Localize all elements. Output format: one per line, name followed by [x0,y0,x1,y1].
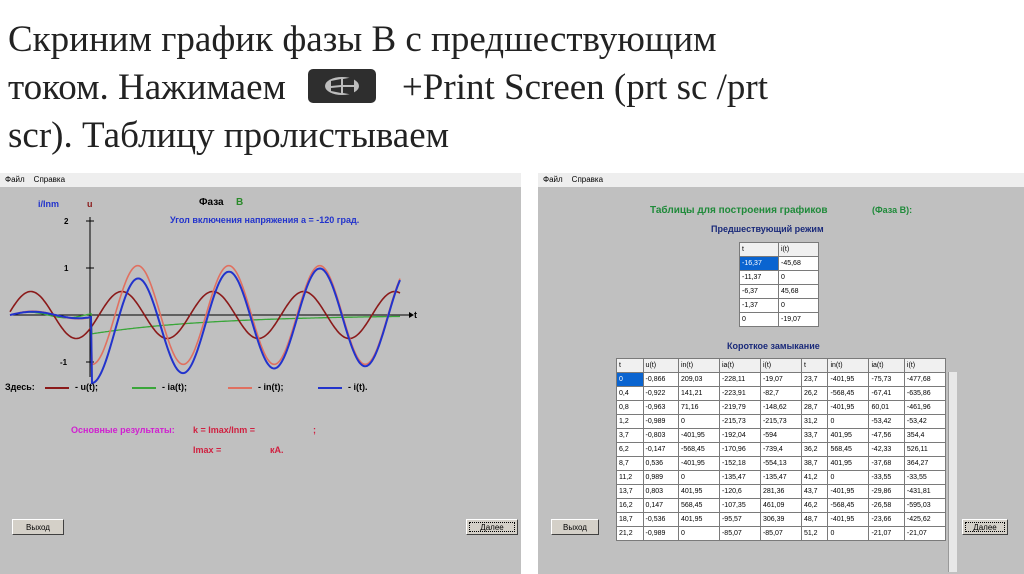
table-cell[interactable]: -0,989 [643,415,678,429]
table-cell[interactable]: 43,7 [801,485,828,499]
table-cell[interactable]: 11,2 [617,471,644,485]
table-cell[interactable]: -0,536 [643,513,678,527]
table-cell[interactable]: -16,37 [740,257,779,271]
table-cell[interactable]: 0 [828,527,869,541]
table-cell[interactable]: -219,79 [719,401,760,415]
table-cell[interactable]: -635,86 [904,387,945,401]
angle-text: Угол включения напряжения a = -120 град. [170,215,360,225]
table-cell[interactable]: -6,37 [740,285,779,299]
pre-mode-table[interactable] [739,242,819,327]
slide-title [8,16,1013,160]
menu-file[interactable]: Файл [543,175,563,184]
sc-header-in: in(t) [678,359,719,373]
legend-label-in: - in(t); [258,382,284,392]
table-cell[interactable]: -0,866 [643,373,678,387]
table-cell[interactable]: 16,2 [617,499,644,513]
title-line-1: Скриним график фазы В с предшествующим [8,19,717,60]
table-row[interactable] [740,271,819,285]
pre-mode-title: Предшествующий режим [711,224,824,234]
sc-header-t: t [617,359,644,373]
tables-menubar [538,173,1024,187]
sc-header-i2: i(t) [904,359,945,373]
y-label-i: i/Inm [38,199,60,209]
tables-window [538,173,1024,574]
exit-button[interactable]: Выход [12,519,64,535]
table-cell[interactable]: -0,803 [643,429,678,443]
table-cell[interactable]: 141,21 [678,387,719,401]
table-cell[interactable]: 461,09 [760,499,801,513]
table-row[interactable] [617,387,946,401]
windows-key-icon [308,69,376,103]
table-cell[interactable]: -53,42 [904,415,945,429]
y-label-u: u [87,199,93,209]
table-cell[interactable]: 401,95 [678,485,719,499]
legend-line-u [45,387,69,389]
table-cell[interactable]: 0,4 [617,387,644,401]
graph-window [0,173,521,574]
table-row[interactable] [617,401,946,415]
table-row[interactable] [617,373,946,387]
table-row[interactable] [617,429,946,443]
table-cell[interactable]: -21,07 [904,527,945,541]
table-cell[interactable]: -29,86 [869,485,904,499]
table-cell[interactable]: -0,147 [643,443,678,457]
legend-label-u: - u(t); [75,382,98,392]
table-cell[interactable]: 28,7 [801,401,828,415]
table-cell[interactable]: 23,7 [801,373,828,387]
table-cell[interactable]: 0 [678,471,719,485]
table-row[interactable] [617,443,946,457]
table-cell[interactable]: 33,7 [801,429,828,443]
table-row[interactable] [617,527,946,541]
legend-line-in [228,387,252,389]
table-row[interactable] [740,285,819,299]
table-cell[interactable]: 0 [740,313,779,327]
legend-line-ia [132,387,156,389]
table-cell[interactable]: -47,56 [869,429,904,443]
table-cell[interactable]: -85,07 [719,527,760,541]
table-cell[interactable]: -0,989 [643,527,678,541]
table-cell[interactable]: -554,13 [760,457,801,471]
tick-minus-1: -1 [60,358,68,367]
phase-label: Фаза [199,197,224,208]
table-cell[interactable]: -107,35 [719,499,760,513]
results-label: Основные результаты: [71,425,175,435]
graph-menubar [0,173,521,187]
table-cell[interactable]: 1,2 [617,415,644,429]
next-button[interactable]: Далее [466,519,518,535]
table-cell[interactable]: -215,73 [719,415,760,429]
table-cell[interactable]: -568,45 [828,387,869,401]
table-cell[interactable]: 0,147 [643,499,678,513]
title-line-2-start: током. Нажимаем [8,67,286,108]
table-cell[interactable]: 401,95 [828,429,869,443]
table-cell[interactable]: -594 [760,429,801,443]
table-cell[interactable]: 0 [678,527,719,541]
table-cell[interactable]: -42,33 [869,443,904,457]
k-formula: k = Imax/Inm = [193,425,256,435]
sc-header-ia: ia(t) [719,359,760,373]
table-cell[interactable]: -152,18 [719,457,760,471]
sc-header-in2: in(t) [828,359,869,373]
table-cell[interactable]: 0,8 [617,401,644,415]
table-cell[interactable]: -568,45 [828,499,869,513]
phase-chart [0,187,521,574]
table-cell[interactable]: -33,55 [904,471,945,485]
table-cell[interactable]: 18,7 [617,513,644,527]
table-cell[interactable]: -148,62 [760,401,801,415]
sc-header-u: u(t) [643,359,678,373]
table-cell[interactable]: 0 [828,471,869,485]
table-cell[interactable]: 0 [779,271,819,285]
table-cell[interactable]: -215,73 [760,415,801,429]
table-cell[interactable]: 31,2 [801,415,828,429]
table-cell[interactable]: -431,81 [904,485,945,499]
tables-phase: (Фаза B): [872,205,913,215]
short-circuit-title: Короткое замыкание [727,341,820,351]
table-cell[interactable]: 8,7 [617,457,644,471]
table-cell[interactable]: 36,2 [801,443,828,457]
graph-window-body [0,187,521,574]
table-cell[interactable]: -425,62 [904,513,945,527]
next-button[interactable]: Далее [962,519,1008,535]
table-cell[interactable]: -739,4 [760,443,801,457]
tables-title: Таблицы для построения графиков [650,205,828,216]
x-label-t: t [414,310,417,320]
table-cell[interactable]: 0 [828,415,869,429]
table-cell[interactable]: 45,68 [779,285,819,299]
menu-help[interactable]: Справка [33,175,66,184]
table-cell[interactable]: 0,536 [643,457,678,471]
table-cell[interactable]: 60,01 [869,401,904,415]
tick-1: 1 [64,264,69,273]
menu-file[interactable]: Файл [5,175,25,184]
table-cell[interactable]: 0 [779,299,819,313]
table-cell[interactable]: -75,73 [869,373,904,387]
table-cell[interactable]: -461,96 [904,401,945,415]
table-cell[interactable]: 3,7 [617,429,644,443]
table-cell[interactable]: 0 [617,373,644,387]
legend-title: Здесь: [5,382,35,392]
table-cell[interactable]: -85,07 [760,527,801,541]
table-cell[interactable]: 401,95 [678,513,719,527]
title-line-2-end: +Print Screen (prt sc /prt [401,67,769,108]
table-cell[interactable]: 0,803 [643,485,678,499]
table-row[interactable] [617,415,946,429]
table-cell[interactable]: 401,95 [828,457,869,471]
table-cell[interactable]: -0,922 [643,387,678,401]
table-cell[interactable]: 41,2 [801,471,828,485]
table-cell[interactable]: 71,16 [678,401,719,415]
imax-unit: кА. [270,445,284,455]
table-cell[interactable]: 0,989 [643,471,678,485]
table-cell[interactable]: -53,42 [869,415,904,429]
table-cell[interactable]: -26,58 [869,499,904,513]
table-row[interactable] [617,499,946,513]
table-cell[interactable]: -37,68 [869,457,904,471]
table-cell[interactable]: -1,37 [740,299,779,313]
table-cell[interactable]: 526,11 [904,443,945,457]
sc-header-ia2: ia(t) [869,359,904,373]
title-line-2 [8,64,1013,112]
table-cell[interactable]: 21,2 [617,527,644,541]
table-cell[interactable]: -21,07 [869,527,904,541]
table-cell[interactable]: -170,96 [719,443,760,457]
table-cell[interactable]: -223,91 [719,387,760,401]
legend-line-i [318,387,342,389]
table-cell[interactable]: -135,47 [719,471,760,485]
table-cell[interactable]: 306,39 [760,513,801,527]
legend-label-i: - i(t). [348,382,368,392]
tick-2: 2 [64,217,69,226]
title-line-3: scr). Таблицу пролистываем [8,115,450,156]
table-cell[interactable]: 6,2 [617,443,644,457]
table-cell[interactable]: -595,03 [904,499,945,513]
table-cell[interactable]: 0 [678,415,719,429]
table-cell[interactable]: 51,2 [801,527,828,541]
menu-help[interactable]: Справка [571,175,604,184]
table-cell[interactable]: -19,07 [760,373,801,387]
table-row[interactable] [617,485,946,499]
table-cell[interactable]: -67,41 [869,387,904,401]
table-cell[interactable]: 568,45 [828,443,869,457]
table-row[interactable] [740,299,819,313]
table-cell[interactable]: -0,963 [643,401,678,415]
table-row[interactable] [740,313,819,327]
table-cell[interactable]: -568,45 [678,443,719,457]
table-cell[interactable]: -228,11 [719,373,760,387]
table-cell[interactable]: -45,68 [779,257,819,271]
table-cell[interactable]: 364,27 [904,457,945,471]
table-cell[interactable]: -33,55 [869,471,904,485]
table-cell[interactable]: -95,57 [719,513,760,527]
table-cell[interactable]: 281,36 [760,485,801,499]
legend-label-ia: - ia(t); [162,382,187,392]
table-cell[interactable]: -192,04 [719,429,760,443]
table-cell[interactable]: 354,4 [904,429,945,443]
table-cell[interactable]: -11,37 [740,271,779,285]
table-cell[interactable]: 26,2 [801,387,828,401]
table-cell[interactable]: -401,95 [828,485,869,499]
table-row[interactable] [617,471,946,485]
table-cell[interactable]: 38,7 [801,457,828,471]
sc-header-i: i(t) [760,359,801,373]
table-cell[interactable]: 209,03 [678,373,719,387]
table-cell[interactable]: -82,7 [760,387,801,401]
table-cell[interactable]: -120,6 [719,485,760,499]
table-cell[interactable]: -401,95 [678,429,719,443]
table-row[interactable] [617,513,946,527]
table-row[interactable] [617,457,946,471]
table-row[interactable] [740,257,819,271]
phase-value: B [236,197,244,208]
imax-label: Imax = [193,445,222,455]
table-cell[interactable]: 48,7 [801,513,828,527]
short-circuit-table[interactable] [616,358,946,541]
curve-i [10,269,400,384]
table-cell[interactable]: -19,07 [779,313,819,327]
table-scrollbar[interactable] [948,372,957,572]
pre-header-i: i(t) [779,243,819,257]
table-cell[interactable]: -401,95 [678,457,719,471]
table-cell[interactable]: -477,68 [904,373,945,387]
tables-window-body [538,187,1024,574]
table-cell[interactable]: -401,95 [828,401,869,415]
table-cell[interactable]: -401,95 [828,373,869,387]
table-cell[interactable]: 46,2 [801,499,828,513]
table-cell[interactable]: -401,95 [828,513,869,527]
sc-header-t2: t [801,359,828,373]
pre-header-t: t [740,243,779,257]
table-cell[interactable]: 13,7 [617,485,644,499]
table-cell[interactable]: 568,45 [678,499,719,513]
k-end: ; [313,425,316,435]
table-cell[interactable]: -23,66 [869,513,904,527]
exit-button[interactable]: Выход [551,519,599,535]
table-cell[interactable]: -135,47 [760,471,801,485]
